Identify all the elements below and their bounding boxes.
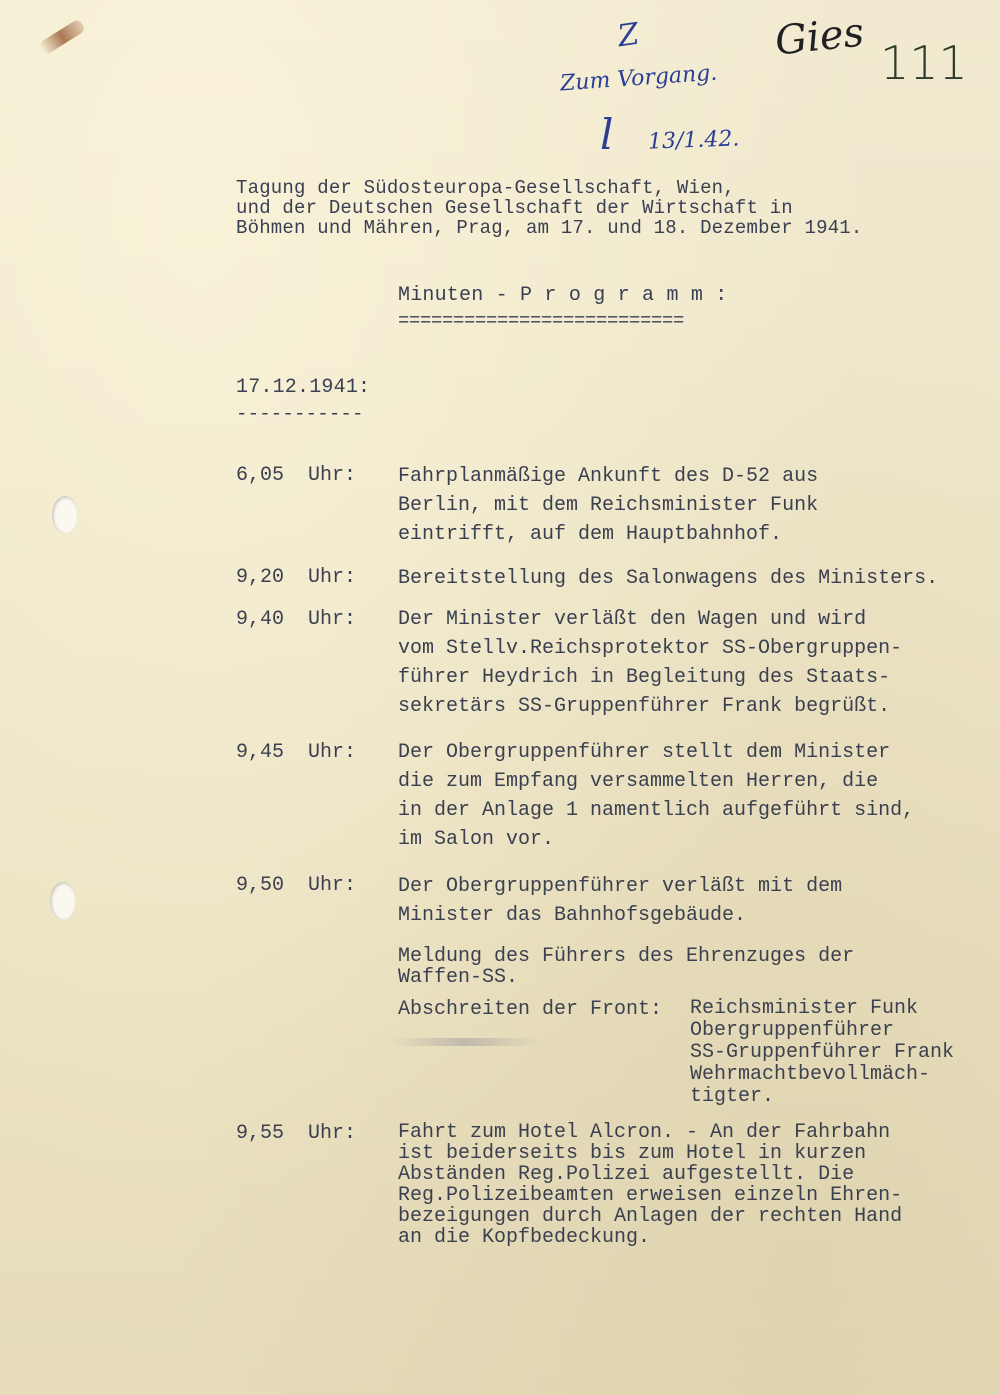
entry-text: Der Obergruppenführer verläßt mit dem Minister das Bahnhofsgebäude. bbox=[398, 875, 843, 927]
punch-hole-top bbox=[52, 496, 78, 534]
heading-line-3: Böhmen und Mähren, Prag, am 17. und 18. Dezember 1941. bbox=[236, 217, 863, 239]
handwritten-initial-mark: Z bbox=[615, 16, 642, 55]
entry-text: Fahrt zum Hotel Alcron. - An der Fahrbahn ist beiderseits bis zum Hotel in kurzen Abständen Reg.Polizei aufgestellt. Die Reg.Polizeibeamten erweisen einzeln Ehren- bezeigungen durch Anlagen der rechten Hand an die Kopfbedeckung. bbox=[398, 1121, 903, 1249]
handwritten-date: 13/1.42. bbox=[647, 126, 740, 155]
front-names: Reichsminister Funk Obergruppenführer SS-Gruppenführer Frank Wehrmachtbevollmäch- tigter. bbox=[690, 997, 955, 1108]
entry-text: Der Obergruppenführer stellt dem Minister die zum Empfang versammelten Herren, die in der Anlage 1 namentlich aufgeführt sind, im Salon vor. bbox=[398, 741, 915, 851]
rust-stain bbox=[38, 18, 86, 55]
entry-time: 9,55 Uhr: bbox=[236, 1122, 357, 1145]
date-heading-underline: ----------- bbox=[236, 403, 364, 425]
date-heading: 17.12.1941: bbox=[236, 376, 371, 399]
heading-line-2: und der Deutschen Gesellschaft der Wirtschaft in bbox=[236, 197, 793, 219]
handwritten-signature: Gies bbox=[772, 9, 867, 65]
program-title-underline: ========================== bbox=[398, 310, 685, 332]
entry-time: 9,40 Uhr: bbox=[236, 608, 357, 631]
front-label: Abschreiten der Front: bbox=[398, 998, 663, 1021]
handwritten-zum-vorgang: Zum Vorgang. bbox=[559, 60, 719, 97]
heading-line-1: Tagung der Südosteuropa-Gesellschaft, Wien, bbox=[236, 177, 735, 199]
entry-time: 9,50 Uhr: bbox=[236, 874, 357, 897]
punch-hole-bottom bbox=[50, 882, 76, 920]
entry-time: 9,20 Uhr: bbox=[236, 566, 357, 589]
faint-stamp-mark bbox=[390, 1038, 540, 1046]
entry-text: Bereitstellung des Salonwagens des Ministers. bbox=[398, 567, 939, 590]
handwritten-page-number: 111 bbox=[880, 36, 968, 90]
handwritten-initial-stroke: l bbox=[600, 110, 614, 159]
program-title: Minuten - P r o g r a m m : bbox=[398, 284, 728, 307]
entry-text: Der Minister verläßt den Wagen und wird vom Stellv.Reichsprotektor SS-Obergruppen- führer Heydrich in Begleitung des Staats- sekretärs SS-Gruppenführer Frank begrüßt. bbox=[398, 608, 903, 718]
entry-text: Meldung des Führers des Ehrenzuges der Waffen-SS. bbox=[398, 945, 855, 989]
entry-time: 9,45 Uhr: bbox=[236, 741, 357, 764]
entry-time: 6,05 Uhr: bbox=[236, 464, 357, 487]
entry-text: Fahrplanmäßige Ankunft des D-52 aus Berlin, mit dem Reichsminister Funk eintrifft, auf dem Hauptbahnhof. bbox=[398, 465, 819, 546]
